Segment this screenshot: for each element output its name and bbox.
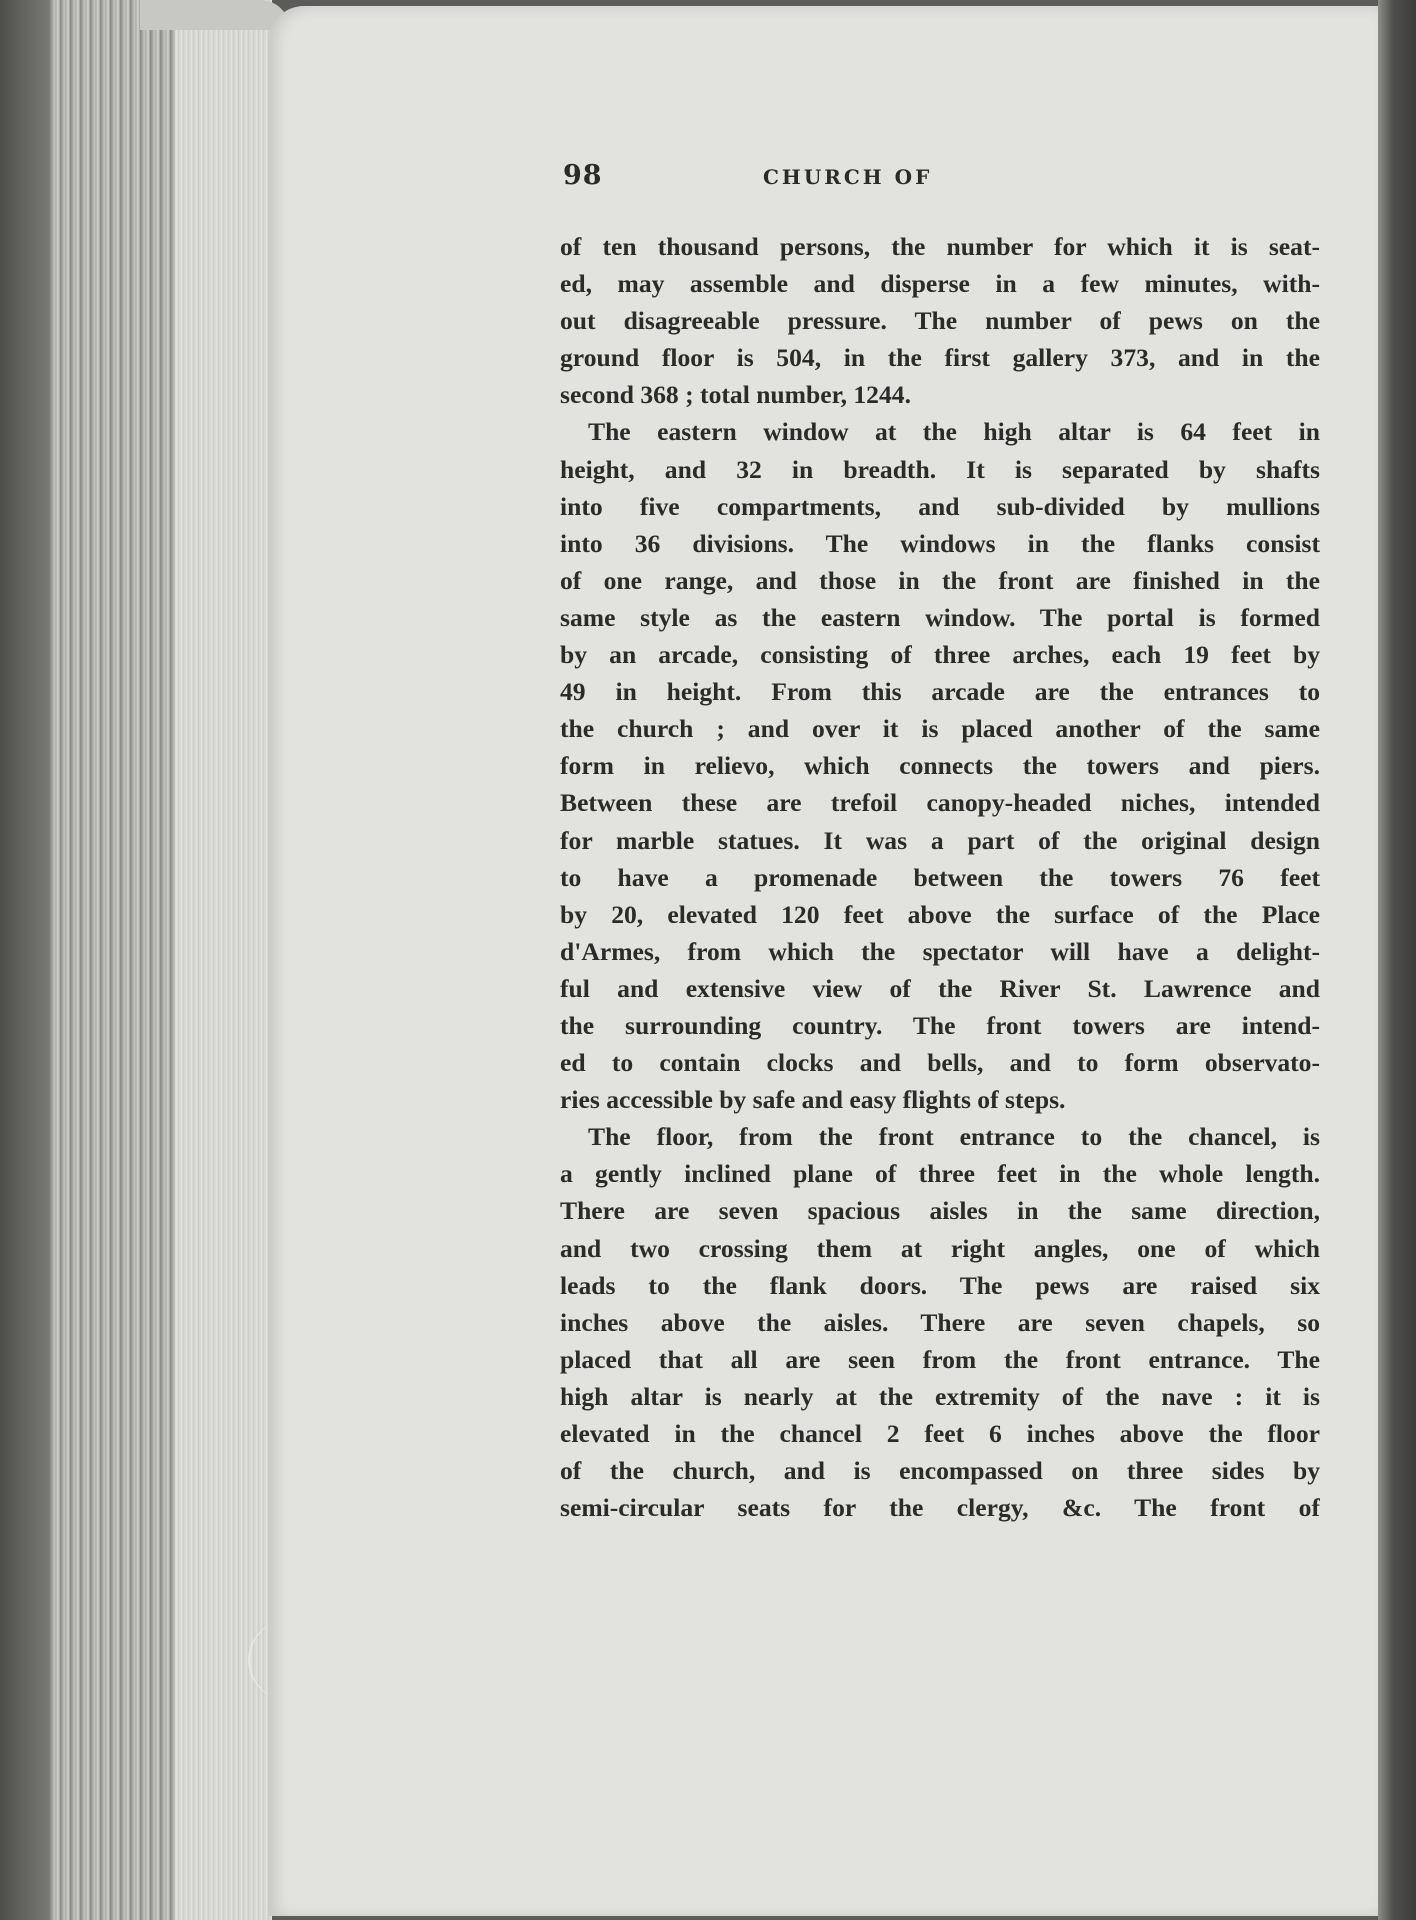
text-line: same style as the eastern window. The portal is formed xyxy=(560,602,1320,632)
text-line: high altar is nearly at the extremity of the nave : it is xyxy=(560,1381,1320,1411)
text-line: There are seven spacious aisles in the same direction, xyxy=(560,1196,1320,1226)
text-line: leads to the flank doors. The pews are raised six xyxy=(560,1270,1320,1300)
text-line: The floor, from the front entrance to the chancel, is xyxy=(588,1122,1320,1152)
text-line: ful and extensive view of the River St. Lawrence and xyxy=(560,973,1320,1003)
page-number: 98 xyxy=(563,160,603,191)
text-line: d'Armes, from which the spectator will have a delight- xyxy=(560,936,1320,966)
text-line: into five compartments, and sub-divided by mullions xyxy=(560,491,1320,521)
text-line: second 368 ; total number, 1244. xyxy=(560,380,911,410)
text-line: elevated in the chancel 2 feet 6 inches above the floor xyxy=(560,1419,1320,1448)
text-line: out disagreeable pressure. The number of pews on the xyxy=(560,306,1320,336)
text-line: the church ; and over it is placed another of the same xyxy=(560,714,1320,744)
right-scan-border xyxy=(1378,0,1416,1920)
text-line: 49 in height. From this arcade are the entrances to xyxy=(560,677,1320,707)
page-corner-curl xyxy=(140,0,290,30)
text-line: the surrounding country. The front towers are intend- xyxy=(560,1010,1320,1040)
text-line: by an arcade, consisting of three arches, each 19 feet by xyxy=(560,640,1320,670)
text-line: semi-circular seats for the clergy, &c. The front of xyxy=(560,1493,1320,1523)
text-line: and two crossing them at right angles, one of which xyxy=(560,1233,1320,1263)
text-line: by 20, elevated 120 feet above the surface of the Place xyxy=(560,899,1320,929)
text-line: to have a promenade between the towers 76 feet xyxy=(560,862,1320,892)
text-line: for marble statues. It was a part of the original design xyxy=(560,825,1320,855)
page-header xyxy=(563,160,1333,200)
text-line: The eastern window at the high altar is 64 feet in xyxy=(588,417,1320,447)
text-line: into 36 divisions. The windows in the flanks consist xyxy=(560,528,1320,558)
text-line: inches above the aisles. There are seven chapels, so xyxy=(560,1307,1320,1337)
running-head: CHURCH OF xyxy=(763,165,933,189)
text-line: ries accessible by safe and easy flights of steps. xyxy=(560,1085,1066,1115)
text-line: height, and 32 in breadth. It is separated by shafts xyxy=(560,454,1320,484)
text-line: Between these are trefoil canopy-headed niches, intended xyxy=(560,788,1320,818)
text-line: of one range, and those in the front are finished in the xyxy=(560,565,1320,595)
text-line: of the church, and is encompassed on three sides by xyxy=(560,1456,1320,1486)
text-line: ground floor is 504, in the first gallery 373, and in the xyxy=(560,343,1320,373)
text-line: ed, may assemble and disperse in a few minutes, with- xyxy=(560,269,1320,299)
text-line: placed that all are seen from the front entrance. The xyxy=(560,1344,1320,1374)
body-text xyxy=(560,228,1320,1526)
text-line: ed to contain clocks and bells, and to form observato- xyxy=(560,1048,1320,1078)
text-line: of ten thousand persons, the number for which it is seat- xyxy=(560,232,1320,261)
text-line: a gently inclined plane of three feet in the whole length. xyxy=(560,1159,1320,1189)
stacked-page-edges xyxy=(0,0,272,1920)
text-line: form in relievo, which connects the towers and piers. xyxy=(560,751,1320,781)
